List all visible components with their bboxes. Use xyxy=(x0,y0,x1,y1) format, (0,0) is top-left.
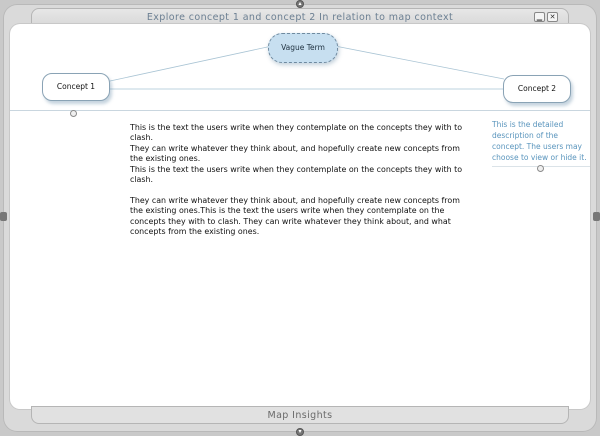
chevron-down-icon: ▾ xyxy=(298,428,302,435)
concept2-node[interactable] xyxy=(503,75,571,103)
close-button[interactable] xyxy=(547,12,558,22)
connector-line-concept1-vague xyxy=(110,46,272,81)
close-icon: ✕ xyxy=(549,13,556,21)
top-expand-handle[interactable] xyxy=(296,0,304,8)
concept1-label: Concept 1 xyxy=(56,82,96,91)
minimize-icon: ▁ xyxy=(536,13,543,21)
text-paragraph-2: They can write whatever they think about, and hopefully create new concepts from the existing ones.This is the text the users write when they contemplate on the concepts they with to clash. They can write whatever they think about, and what concepts from the existing ones. xyxy=(130,195,460,237)
map-divider xyxy=(10,110,590,111)
window-title: Explore concept 1 and concept 2 In relation to map context xyxy=(146,12,454,23)
connector-line-vague-concept2 xyxy=(335,46,504,79)
minimize-button[interactable] xyxy=(534,12,545,22)
bottom-expand-handle[interactable] xyxy=(296,428,304,436)
user-text-area[interactable] xyxy=(130,123,470,248)
concept-description: This is the detailed description of the concept. The users may choose to view or hide it. xyxy=(492,120,587,162)
text-paragraph-1: This is the text the users write when they contemplate on the concepts they with to clash. They can write whatever they think about, and hopefully create new concepts from the existing ones. This is the text the users write when they contemplate on the concepts they with to clash. xyxy=(130,123,463,185)
right-side-handle[interactable] xyxy=(593,212,600,221)
map-collapse-handle[interactable] xyxy=(70,110,77,117)
chevron-up-icon: ▴ xyxy=(298,0,302,7)
vague-term-label: Vague Term xyxy=(281,43,325,52)
map-insights-bar[interactable] xyxy=(31,406,569,424)
concept1-node[interactable] xyxy=(42,73,110,101)
concept2-label: Concept 2 xyxy=(517,84,557,93)
map-insights-label: Map Insights xyxy=(267,410,333,421)
description-toggle-handle[interactable] xyxy=(537,165,544,172)
vague-term-node[interactable] xyxy=(268,33,338,63)
left-side-handle[interactable] xyxy=(0,212,7,221)
